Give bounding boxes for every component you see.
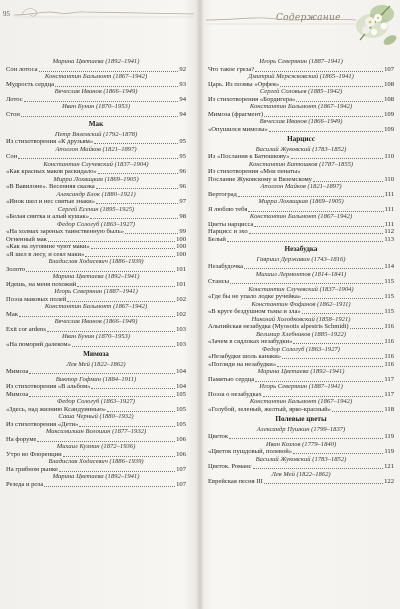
toc-entry: [6, 473, 186, 488]
toc-entry-page: 116: [384, 360, 394, 368]
toc-entry: [208, 176, 394, 184]
dot-leader: [238, 195, 384, 197]
toc-entry: [6, 376, 186, 391]
toc-entry: [208, 236, 394, 244]
toc-entry: [208, 228, 394, 236]
toc-entry-author: Константин Бальмонт (1867–1942): [249, 398, 353, 405]
toc-entry-page: 107: [176, 465, 186, 473]
toc-entry-title: «На поморий далеком»: [6, 340, 71, 348]
toc-entry-page: 92: [179, 65, 186, 73]
toc-entry: [208, 368, 394, 383]
toc-entry-author: Александр Блок (1880–1921): [56, 190, 136, 198]
toc-entry-page: 101: [176, 265, 186, 273]
toc-entry-page: 117: [384, 375, 394, 383]
dot-leader: [293, 342, 383, 344]
toc-entry: [6, 288, 186, 303]
dot-leader: [291, 157, 384, 159]
toc-entry-page: 95: [179, 153, 186, 160]
toc-entry-page: 110: [384, 153, 394, 160]
toc-entry: [6, 303, 186, 318]
toc-entry: [208, 471, 394, 486]
toc-entry-page: 111: [384, 205, 394, 213]
toc-entry: [6, 391, 186, 399]
toc-entry: [208, 256, 394, 271]
toc-entry-author: Игорь Северянин (1887–1941): [54, 288, 138, 295]
toc-entry-page: 107: [384, 65, 394, 73]
toc-entry-page: 95: [179, 138, 186, 145]
toc-entry-author: Иван Бунин (1870–1953): [61, 103, 131, 110]
toc-entry-title: Идешь, на меня похожий: [6, 280, 77, 288]
toc-entry-title: Мимоза: [6, 368, 29, 375]
toc-entry-page: 111: [384, 190, 394, 198]
section-heading: Полевые цветы: [275, 415, 327, 423]
toc-entry-author: Максимилиан Волошин (1877–1932): [45, 428, 147, 435]
toc-header-title: Содержание: [276, 13, 341, 23]
toc-entry-page: 94: [179, 110, 186, 118]
toc-entry: [208, 331, 394, 346]
toc-entry-author: Мирра Лохвицкая (1869–1905): [53, 175, 139, 183]
toc-entry: [6, 236, 186, 244]
toc-entry-page: 110: [384, 175, 394, 183]
toc-entry: [208, 316, 394, 331]
toc-entry-title: Вертоград: [208, 190, 237, 198]
dot-leader: [63, 455, 175, 457]
toc-entry: [208, 198, 394, 213]
toc-entry-title: Мудрость сердца: [6, 80, 55, 88]
toc-entry-title: Из стихотворения «К друзьям»: [6, 138, 94, 145]
toc-entry-page: 105: [176, 420, 186, 428]
toc-entry: [208, 73, 394, 88]
toc-entry-author: Константин Фофанов (1862–1911): [251, 300, 351, 308]
toc-entry-author: Вячеслав Иванов (1866–1949): [54, 318, 138, 325]
toc-entry-author: Константин Случевский (1837–1904): [43, 160, 149, 168]
toc-entry-title: Царь. Из поэмы «Орфея»: [208, 80, 280, 88]
toc-entry-page: 94: [179, 95, 186, 103]
toc-entry: [208, 103, 394, 118]
toc-entry: [208, 118, 394, 133]
toc-entry-title: Цветок: [208, 433, 229, 440]
toc-entry-title: «Погляди на незабудки»: [208, 360, 277, 368]
toc-entry-title: «Зачем в сядлоках незабудки»: [208, 338, 293, 345]
dot-leader: [249, 232, 384, 234]
toc-entry-title: Из стихотворения «Мои пенаты»: [208, 168, 301, 175]
toc-column-right: [208, 58, 394, 486]
toc-entry-page: 103: [176, 325, 186, 333]
toc-entry-title: «Как на луговине чуют маки»: [6, 243, 90, 250]
toc-entry-page: 112: [384, 228, 394, 235]
dot-leader: [98, 172, 179, 174]
toc-entry-title: «Опушился мимозы»: [208, 125, 268, 133]
toc-entry-title: На грибном рынке: [6, 465, 58, 473]
toc-entry-title: Сон лотоса: [6, 65, 38, 73]
toc-entry: [6, 361, 186, 376]
toc-entry-page: 119: [384, 448, 394, 455]
dot-leader: [229, 437, 383, 439]
toc-entry-page: 106: [176, 450, 186, 458]
toc-entry: [6, 88, 186, 103]
dot-leader: [332, 410, 383, 412]
toc-entry-author: Игорь Северянин (1887–1941): [259, 58, 343, 65]
toc-entry-title: На форуме: [6, 435, 37, 443]
toc-entry-page: 100: [176, 235, 186, 243]
toc-entry-title: «Где бы не упало лодке ручейка»: [208, 293, 302, 300]
toc-entry-title: Памятью сердца: [208, 375, 255, 383]
toc-entry: [208, 213, 394, 228]
dot-leader: [96, 202, 178, 204]
dot-leader: [107, 410, 175, 412]
section-heading: Незабудка: [284, 245, 318, 253]
dot-leader: [96, 187, 179, 189]
dot-leader: [264, 115, 383, 117]
toc-entry-page: 116: [384, 353, 394, 360]
section-heading: Нарцисс: [287, 135, 315, 143]
toc-entry: [6, 221, 186, 236]
dot-leader: [255, 380, 383, 382]
dot-leader: [277, 365, 383, 367]
toc-entry-author: Марина Цветаева (1892–1941): [257, 368, 345, 375]
toc-entry-page: 103: [176, 340, 186, 348]
toc-entry-author: Иван Козлов (1779–1840): [265, 440, 337, 448]
toc-entry-page: 108: [384, 80, 394, 88]
dot-leader: [77, 285, 175, 287]
toc-entry-title: «В круге бездушном тьмы и зла»: [208, 308, 301, 315]
toc-entry-page: 105: [176, 390, 186, 398]
toc-entry-title: «Незабудки шоль канаки»: [208, 353, 282, 360]
toc-entry-author: Михаил Лермонтов (1814–1841): [255, 270, 347, 278]
toc-entry-title: Цветы нарцисса: [208, 220, 254, 228]
dot-leader: [125, 232, 179, 234]
toc-entry-title: Цветок. Романс: [208, 463, 252, 470]
toc-entry-author: Марина Цветаева (1892–1941): [52, 273, 140, 280]
dot-leader: [85, 255, 175, 257]
toc-entry-author: Василий Жуковский (1783–1852): [255, 455, 347, 463]
toc-entry: [208, 398, 394, 413]
toc-entry-author: Лев Мей (1822–1862): [66, 360, 126, 368]
toc-entry-author: Федор Сологуб (1863–1927): [57, 220, 135, 228]
toc-entry-page: 109: [384, 110, 394, 118]
header-flourish-left: [14, 2, 194, 28]
toc-entry-author: Петр Вяземский (1792–1878): [54, 130, 138, 138]
dot-leader: [37, 440, 175, 442]
toc-entry-title: Из стихотворения «В альбом»: [6, 383, 91, 390]
toc-entry-author: Иван Бунин (1870–1953): [61, 333, 131, 340]
dot-leader: [48, 240, 175, 242]
toc-entry-author: Константин Батюшков (1787–1855): [248, 160, 354, 168]
toc-entry-author: Федор Сологуб (1863–1927): [57, 398, 135, 405]
toc-entry-page: 98: [179, 213, 186, 220]
toc-entry: [208, 301, 394, 316]
dot-leader: [29, 372, 175, 374]
toc-entry-page: 116: [384, 323, 394, 330]
toc-entry-title: «В Вавилоне». Весенняя сказка: [6, 183, 95, 190]
dot-leader: [302, 312, 384, 314]
toc-entry-title: «Здесь, над жизнию Ксандуиннью»: [6, 405, 107, 413]
toc-entry-page: 121: [384, 463, 394, 470]
toc-entry: [6, 206, 186, 221]
dot-leader: [282, 357, 383, 359]
dot-leader: [254, 225, 383, 227]
toc-entry: [6, 273, 186, 288]
toc-entry: [208, 183, 394, 198]
toc-entry-author: Константин Бальмонт (1867–1942): [249, 213, 353, 220]
toc-entry-page: 93: [179, 80, 186, 88]
toc-entry: [6, 458, 186, 473]
toc-entry: [208, 271, 394, 286]
toc-entry-author: Дмитрий Мережковский (1865–1941): [248, 73, 354, 80]
toc-entry-page: 104: [176, 383, 186, 390]
toc-entry-author: Велимир Хлебников (1885–1922): [256, 330, 346, 338]
toc-entry: [208, 346, 394, 361]
toc-entry-page: 108: [384, 95, 394, 103]
dot-leader: [293, 452, 383, 454]
toc-entry-title: Резеда и роза: [6, 480, 44, 488]
toc-entry-page: 102: [176, 310, 186, 318]
toc-entry-page: 119: [384, 433, 394, 440]
dot-leader: [79, 425, 175, 427]
toc-entry-title: Альпийская незабудка (Myosotis alpestris Schmidt): [208, 323, 349, 330]
toc-entry-page: 97: [179, 198, 186, 205]
toc-entry-author: Марина Цветаева (1892–1941): [52, 473, 140, 480]
toc-entry-author: Гавриил Державин (1743–1816): [256, 255, 346, 263]
toc-entry: [6, 258, 186, 273]
toc-entry-author: Вячеслав Иванов (1866–1949): [54, 88, 138, 95]
toc-entry-page: 101: [176, 280, 186, 288]
toc-entry: [208, 161, 394, 176]
toc-entry-title: Послание Жуковскому и Вяземскому: [208, 175, 312, 183]
dot-leader: [29, 395, 175, 397]
toc-entry: [208, 426, 394, 441]
toc-entry-author: Василий Жуковский (1783–1852): [255, 145, 347, 153]
toc-entry-title: Стансы: [208, 278, 230, 285]
toc-entry: [6, 146, 186, 161]
toc-entry-page: 122: [384, 478, 394, 485]
toc-entry: [208, 361, 394, 369]
toc-entry-author: Лев Мей (1822–1862): [271, 470, 331, 478]
toc-entry-page: 114: [384, 263, 394, 270]
toc-entry: [6, 251, 186, 259]
toc-entry: [208, 286, 394, 301]
toc-entry-author: Владислав Ходасевич (1886–1939): [48, 458, 144, 465]
dot-leader: [94, 142, 178, 144]
toc-entry-author: Федор Сологуб (1863–1927): [262, 345, 340, 353]
toc-entry-page: 105: [176, 405, 186, 413]
dot-leader: [47, 330, 175, 332]
dot-leader: [350, 327, 384, 329]
toc-entry: [208, 88, 394, 103]
dot-leader: [55, 85, 178, 87]
toc-entry-page: 117: [384, 390, 394, 398]
toc-entry-title: Незабудочка: [208, 263, 244, 270]
toc-entry-title: «На холмах зареных таинственную быль»: [6, 228, 124, 235]
toc-entry-page: 96: [179, 168, 186, 175]
dot-leader: [280, 85, 383, 87]
dot-leader: [24, 100, 179, 102]
toc-entry-author: Саша Черный (1880–1932): [58, 413, 134, 420]
dot-leader: [230, 282, 383, 284]
toc-entry: [6, 243, 186, 251]
toc-entry-title: Я люблю тебя: [208, 205, 248, 213]
dot-leader: [90, 217, 178, 219]
dot-leader: [18, 157, 178, 159]
toc-entry-author: Мирра Лохвицкая (1869–1905): [258, 198, 344, 205]
dot-leader: [313, 180, 383, 182]
dot-leader: [244, 267, 383, 269]
dot-leader: [26, 270, 175, 272]
toc-column-left: [6, 58, 186, 488]
toc-entry: [208, 383, 394, 398]
toc-entry-title: Стон: [6, 110, 20, 118]
toc-entry-page: 118: [384, 405, 394, 413]
toc-entry: [6, 398, 186, 413]
toc-entry-title: Мимоза (фрагмент): [208, 110, 264, 118]
toc-entry-author: Константин Бальмонт (1867–1942): [44, 303, 148, 310]
toc-entry: [208, 456, 394, 471]
dot-leader: [253, 467, 384, 469]
toc-entry: [6, 176, 186, 191]
toc-entry-page: 100: [176, 250, 186, 258]
toc-entry: [6, 428, 186, 443]
dot-leader: [255, 70, 383, 72]
toc-entry-title: Мимоза: [6, 390, 29, 398]
book-gutter: [196, 0, 204, 609]
toc-entry-title: Белый: [208, 235, 226, 243]
toc-entry-page: 106: [176, 435, 186, 443]
toc-entry-title: «Голубой, зеленый, желтый, ярко-красный»: [208, 405, 331, 413]
toc-entry-author: Игорь Северянин (1887–1941): [259, 383, 343, 390]
toc-entry-author: Владислав Ходасевич (1886–1939): [48, 258, 144, 265]
toc-entry-title: Из «Послания к Батюшкову»: [208, 153, 290, 160]
toc-entry-title: Exit cor ardens: [6, 325, 46, 333]
toc-entry: [6, 318, 186, 333]
toc-entry-page: 116: [384, 338, 394, 345]
toc-entry-title: «Инок шел и нес святые знаки»: [6, 198, 96, 205]
toc-entry-page: 104: [176, 368, 186, 375]
toc-entry-title: Огненный мак: [6, 235, 47, 243]
toc-entry-author: Виктор Гофман (1884–1911): [55, 375, 137, 383]
toc-entry-title: «Я шел в лесу, и сеял маки»: [6, 250, 85, 258]
toc-entry-title: Что такое греза?: [208, 65, 255, 73]
toc-entry: [6, 103, 186, 118]
toc-entry-page: 102: [176, 295, 186, 303]
toc-entry: [6, 58, 186, 73]
section-heading: Мимоза: [83, 350, 109, 358]
toc-entry: [6, 333, 186, 348]
toc-entry: [6, 73, 186, 88]
toc-entry-title: Нарцисс и эхо: [208, 228, 248, 235]
dot-leader: [91, 247, 175, 249]
dot-leader: [72, 345, 175, 347]
toc-entry-page: 115: [384, 278, 394, 285]
dot-leader: [269, 130, 383, 132]
toc-entry-page: 115: [384, 308, 394, 315]
dot-leader: [302, 297, 383, 299]
toc-entry-author: Константин Бальмонт (1867–1942): [249, 103, 353, 110]
toc-entry-author: Аполлон Майков (1821–1897): [55, 145, 137, 153]
toc-entry-title: Мак: [6, 310, 18, 318]
toc-entry-page: 99: [179, 228, 186, 235]
flower-illustration: [350, 0, 400, 58]
toc-entry: [6, 443, 186, 458]
toc-entry-author: Сергей Есенин (1895–1925): [57, 205, 135, 213]
toc-entry-page: 96: [179, 183, 186, 190]
dot-leader: [19, 315, 175, 317]
toc-entry: [208, 146, 394, 161]
toc-entry-author: Николай Холодковский (1858–1921): [251, 315, 351, 323]
toc-entry-title: Лотос: [6, 95, 23, 103]
toc-entry-author: Константин Случевский (1837–1904): [248, 285, 354, 293]
toc-entry-author: Вячеслав Иванов (1866–1949): [259, 118, 343, 125]
dot-leader: [264, 482, 383, 484]
toc-entry-author: Сергей Соловьев (1885–1942): [259, 88, 343, 95]
dot-leader: [263, 395, 384, 397]
toc-entry: [6, 413, 186, 428]
toc-entry-title: Поэза о незабудках: [208, 390, 262, 398]
toc-entry-page: 113: [384, 235, 394, 243]
dot-leader: [59, 470, 175, 472]
toc-entry-page: 111: [384, 220, 394, 228]
dot-leader: [21, 115, 178, 117]
toc-entry-author: Аполлон Майков (1821–1897): [260, 183, 342, 190]
toc-entry-page: 107: [176, 480, 186, 488]
toc-entry: [6, 131, 186, 146]
toc-entry: [208, 58, 394, 73]
toc-entry-title: Еврейская песня III: [208, 478, 263, 485]
toc-entry-page: 109: [384, 125, 394, 133]
toc-entry-title: «Цветок пушдовый, полевой»: [208, 448, 293, 455]
dot-leader: [44, 485, 175, 487]
toc-entry-page: 100: [176, 243, 186, 250]
toc-entry: [6, 191, 186, 206]
toc-entry-title: Из стихотворения «Дети»: [6, 420, 79, 428]
toc-entry: [208, 441, 394, 456]
toc-entry-author: Константин Бальмонт (1867–1942): [44, 73, 148, 80]
toc-entry-author: Александр Пушкин (1799–1837): [256, 425, 346, 433]
section-heading: Мак: [88, 120, 104, 128]
dot-leader: [39, 70, 179, 72]
toc-entry-author: Марина Цветаева (1892–1941): [52, 58, 140, 65]
dot-leader: [296, 100, 383, 102]
toc-entry-title: Поэза маковых полей: [6, 295, 67, 303]
toc-entry-author: Михаил Кузмин (1872–1936): [56, 443, 136, 450]
toc-entry-title: Из стихотворения «Бордигера»: [208, 95, 296, 103]
dot-leader: [227, 240, 383, 242]
toc-entry-title: Сон: [6, 153, 18, 160]
dot-leader: [248, 210, 383, 212]
dot-leader: [91, 387, 175, 389]
toc-entry-title: Золото: [6, 265, 26, 273]
page-number-left: 95: [3, 10, 10, 18]
toc-entry: [6, 161, 186, 176]
toc-entry-title: «Как красных маков раскидало»: [6, 168, 97, 175]
toc-entry-title: «Белая свитка и алый кушак»: [6, 213, 90, 220]
toc-entry-page: 115: [384, 293, 394, 300]
toc-entry-title: Утро во Флоренции: [6, 450, 62, 458]
dot-leader: [67, 300, 175, 302]
